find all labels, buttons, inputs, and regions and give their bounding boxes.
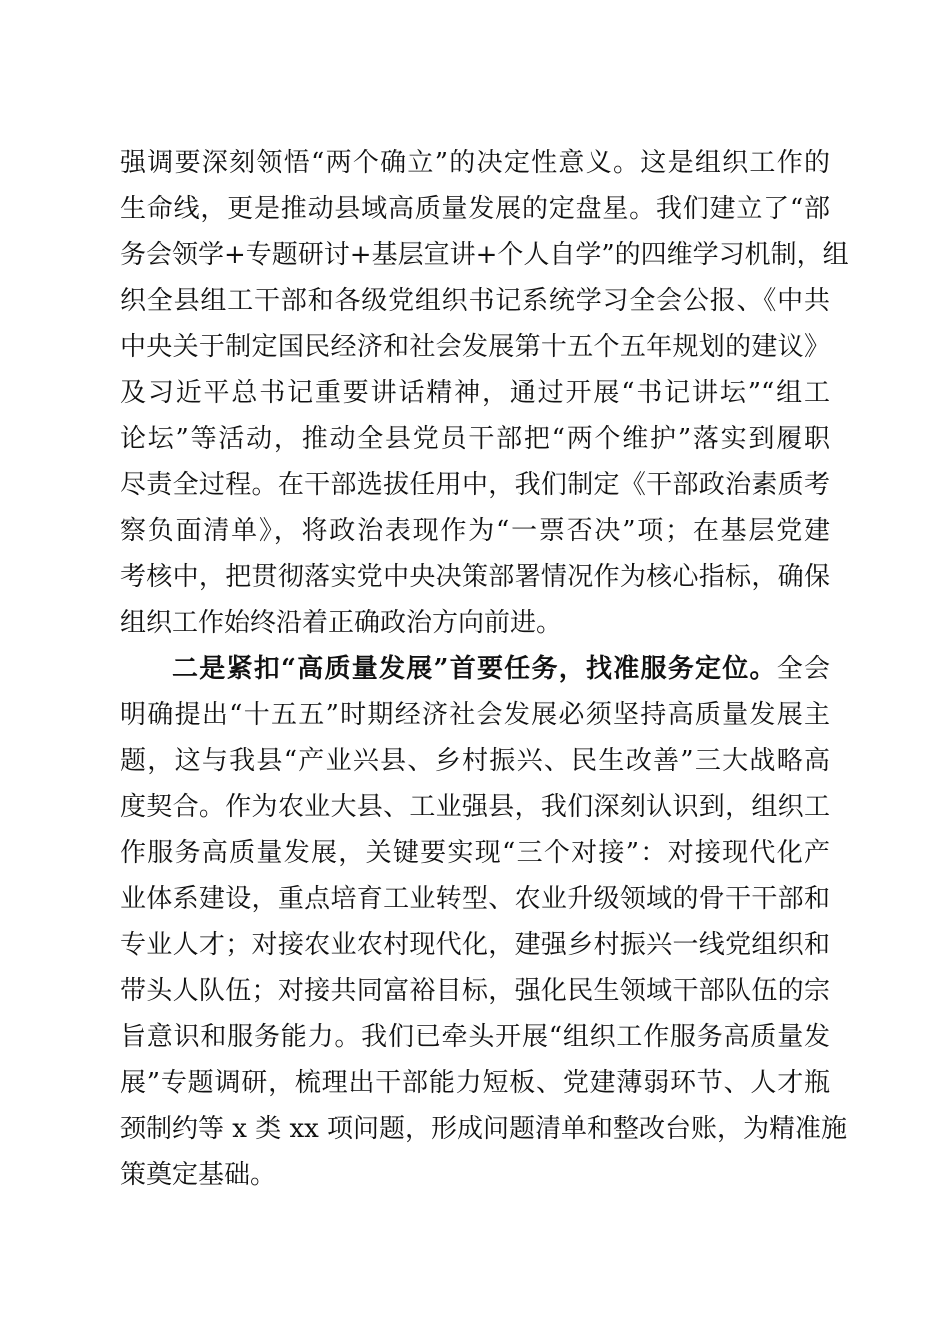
text-line: 业体系建设，重点培育工业转型、农业升级领域的骨干干部和 xyxy=(120,884,830,914)
text-line: 强调要深刻领悟“两个确立”的决定性意义。这是组织工作的 xyxy=(120,148,830,178)
heading-line-rest: 全会 xyxy=(776,654,830,684)
text-line: 题，这与我县“产业兴县、乡村振兴、民生改善”三大战略高 xyxy=(120,746,830,776)
paragraph-heading: 二是紧扣“高质量发展”首要任务，找准服务定位。 xyxy=(172,654,777,684)
text-line: 务会领学+专题研讨+基层宣讲+个人自学”的四维学习机制，组 xyxy=(120,240,849,270)
paragraph-heading-line xyxy=(172,646,830,692)
text-line: 察负面清单》，将政治表现作为“一票否决”项；在基层党建 xyxy=(120,516,830,546)
text-line: 作服务高质量发展，关键要实现“三个对接”：对接现代化产 xyxy=(120,838,830,868)
text-line: 旨意识和服务能力。我们已牵头开展“组织工作服务高质量发 xyxy=(120,1022,830,1052)
text-line: 明确提出“十五五”时期经济社会发展必须坚持高质量发展主 xyxy=(120,700,830,730)
text-line: 展”专题调研，梳理出干部能力短板、党建薄弱环节、人才瓶 xyxy=(120,1068,830,1098)
text-line: 论坛”等活动，推动全县党员干部把“两个维护”落实到履职 xyxy=(120,424,830,454)
text-line: 专业人才；对接农业农村现代化，建强乡村振兴一线党组织和 xyxy=(120,930,830,960)
text-line: 尽责全过程。在干部选拔任用中，我们制定《干部政治素质考 xyxy=(120,470,830,500)
text-line: 度契合。作为农业大县、工业强县，我们深刻认识到，组织工 xyxy=(120,792,830,822)
text-line: 策奠定基础。 xyxy=(120,1160,277,1190)
text-line: 组织工作始终沿着正确政治方向前进。 xyxy=(120,608,563,638)
text-line: 颈制约等 x 类 xx 项问题，形成问题清单和整改台账，为精准施 xyxy=(120,1114,848,1144)
text-line: 织全县组工干部和各级党组织书记系统学习全会公报、《中共 xyxy=(120,286,830,316)
text-line: 中央关于制定国民经济和社会发展第十五个五年规划的建议》 xyxy=(120,332,830,362)
text-line: 考核中，把贯彻落实党中央决策部署情况作为核心指标，确保 xyxy=(120,562,830,592)
text-line: 及习近平总书记重要讲话精神，通过开展“书记讲坛”“组工 xyxy=(120,378,830,408)
text-line: 带头人队伍；对接共同富裕目标，强化民生领域干部队伍的宗 xyxy=(120,976,830,1006)
text-line: 生命线，更是推动县域高质量发展的定盘星。我们建立了“部 xyxy=(120,194,830,224)
